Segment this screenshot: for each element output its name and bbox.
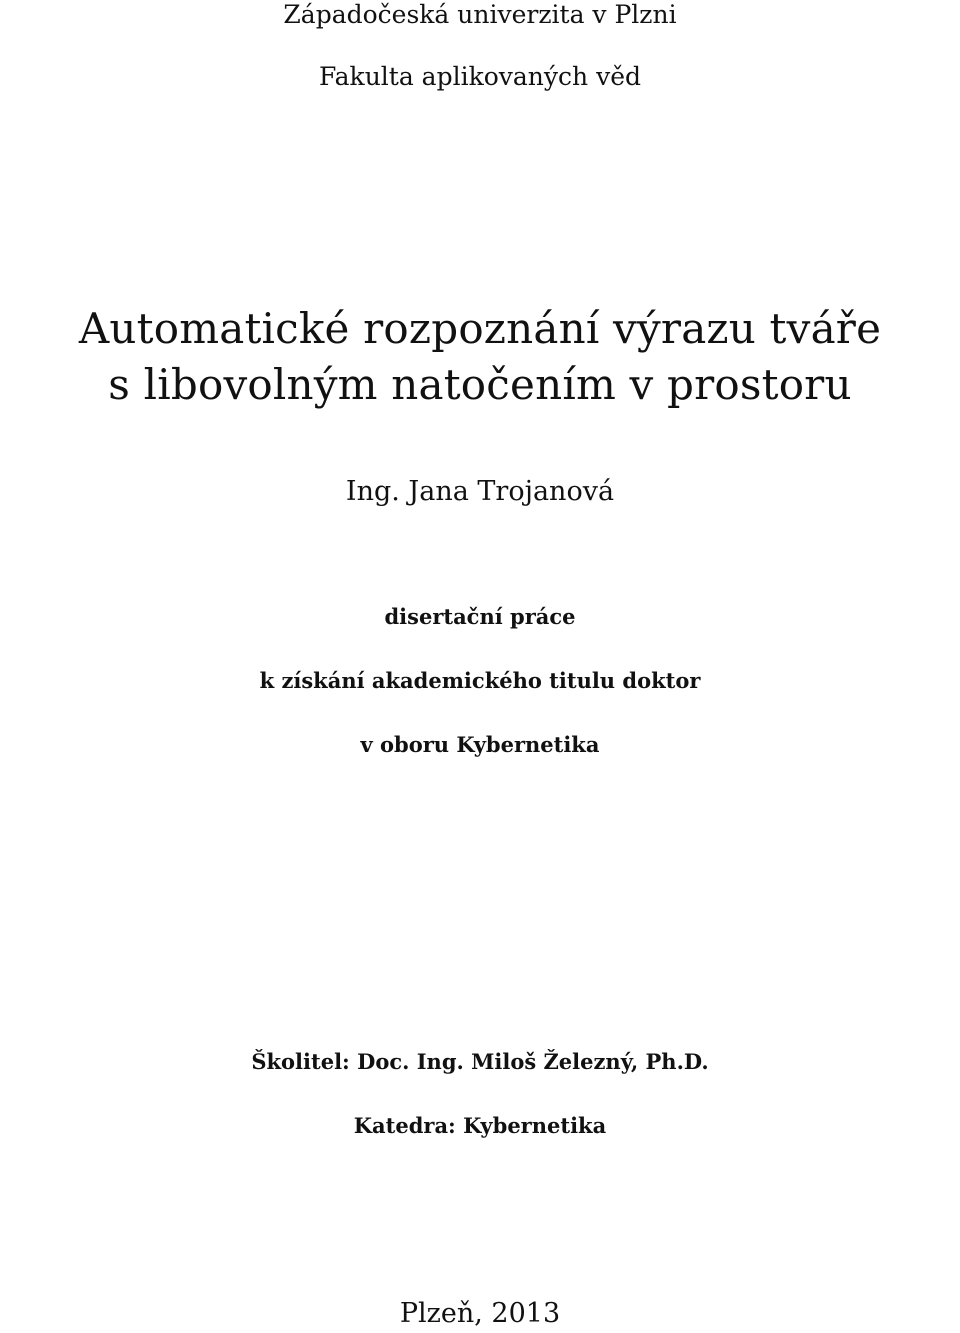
faculty-name: Fakulta aplikovaných věd [318,62,642,91]
field-of-study: v oboru Kybernetika [360,732,600,757]
thesis-title-line-2: s libovolným natočením v prostoru [108,360,852,409]
thesis-type: disertační práce [384,604,576,629]
university-name: Západočeská univerzita v Plzni [283,0,677,29]
thesis-title-line-1: Automatické rozpoznání výrazu tváře [78,304,882,353]
degree-statement: k získání akademického titulu doktor [259,668,701,693]
supervisor: Školitel: Doc. Ing. Miloš Železný, Ph.D. [251,1049,709,1074]
author-name: Ing. Jana Trojanová [345,476,615,507]
department: Katedra: Kybernetika [353,1113,607,1138]
place-and-year: Plzeň, 2013 [399,1298,561,1329]
